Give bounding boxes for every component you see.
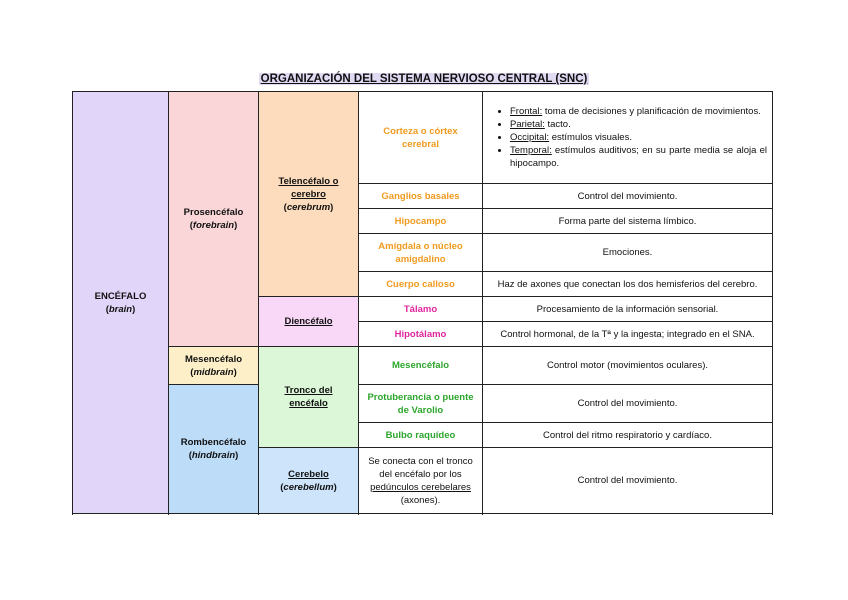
lobes-list xyxy=(488,105,767,170)
mesencefalo-div-name: Mesencéfalo xyxy=(184,353,243,365)
diencefalo-cell xyxy=(259,297,359,347)
encefalo-cell: ENCÉFALO (brain) xyxy=(73,92,169,514)
hipocampo-name: Hipocampo xyxy=(359,209,483,234)
encefalo-name: ENCÉFALO xyxy=(94,290,147,302)
lobe-parietal-name: Parietal: xyxy=(510,119,545,130)
lobe-occipital xyxy=(510,131,767,144)
cerebelo-latin: cerebellum xyxy=(283,481,334,493)
telencefalo-cell: Telencéfalo o cerebro (cerebrum) xyxy=(259,92,359,297)
corteza-name: Corteza o córtex cerebral xyxy=(383,125,458,150)
lobe-temporal-name: Temporal: xyxy=(510,145,552,156)
bulbo-name: Bulbo raquídeo xyxy=(359,423,483,448)
cuerpo-calloso-function: Haz de axones que conectan los dos hemisferios del cerebro. xyxy=(483,272,773,297)
cerebelo-desc-link: pedúnculos cerebelares xyxy=(370,481,471,493)
encefalo-latin: brain xyxy=(108,303,133,315)
hipotalamo-function: Control hormonal, de la Tª y la ingesta; integrado en el SNA. xyxy=(483,322,773,347)
tronco-name: Tronco del encéfalo xyxy=(284,385,333,409)
cerebelo-desc-after: (axones). xyxy=(400,494,441,506)
cerebelo-cell: Cerebelo (cerebellum) xyxy=(259,448,359,514)
mesencefalo-div-latin: midbrain xyxy=(193,366,234,378)
telencefalo-latin: cerebrum xyxy=(286,201,331,213)
prosencefalo-name: Prosencéfalo xyxy=(183,207,244,218)
cerebelo-name: Cerebelo xyxy=(288,468,329,480)
amigdala-name: Amígdala o núcleo amigdalino xyxy=(359,234,483,272)
tronco-cell xyxy=(259,347,359,448)
page-title-text: ORGANIZACIÓN DEL SISTEMA NERVIOSO CENTRAL (SNC) xyxy=(260,73,588,85)
rombencefalo-name: Rombencéfalo xyxy=(180,437,247,448)
snc-table xyxy=(72,91,773,514)
mesencefalo-name: Mesencéfalo xyxy=(359,347,483,385)
rombencefalo-cell: Rombencéfalo (hindbrain) xyxy=(169,385,259,514)
lobe-temporal-text: estímulos auditivos; en su parte media se aloja el hipocampo. xyxy=(510,145,767,169)
bulbo-function: Control del ritmo respiratorio y cardíaco. xyxy=(483,423,773,448)
telencefalo-name: Telencéfalo o cerebro xyxy=(278,175,339,200)
cerebelo-description xyxy=(359,448,483,514)
hipocampo-function: Forma parte del sistema límbico. xyxy=(483,209,773,234)
lobe-frontal-name: Frontal: xyxy=(510,106,543,117)
ganglios-name: Ganglios basales xyxy=(359,184,483,209)
protuberancia-name: Protuberancia o puente de Varolio xyxy=(359,385,483,423)
rombencefalo-latin: hindbrain xyxy=(191,450,236,461)
prosencefalo-cell: Prosencéfalo (forebrain) xyxy=(169,92,259,347)
mesencefalo-function: Control motor (movimientos oculares). xyxy=(483,347,773,385)
mesencefalo-div-cell: Mesencéfalo (midbrain) xyxy=(169,347,259,385)
cuerpo-calloso-name: Cuerpo calloso xyxy=(359,272,483,297)
corteza-cell xyxy=(359,92,483,184)
talamo-name: Tálamo xyxy=(359,297,483,322)
lobe-parietal-text: tacto. xyxy=(544,119,571,130)
lobe-parietal xyxy=(510,118,767,131)
cerebelo-function: Control del movimiento. xyxy=(483,448,773,514)
ganglios-function: Control del movimiento. xyxy=(483,184,773,209)
prosencefalo-latin: forebrain xyxy=(192,220,235,231)
lobe-temporal xyxy=(510,144,767,170)
corteza-functions xyxy=(483,92,773,184)
protuberancia-function: Control del movimiento. xyxy=(483,385,773,423)
page-title xyxy=(0,73,848,85)
diencefalo-name: Diencéfalo xyxy=(284,316,333,327)
lobe-frontal-text: toma de decisiones y planificación de movimientos. xyxy=(542,106,761,117)
hipotalamo-name: Hipotálamo xyxy=(359,322,483,347)
talamo-function: Procesamiento de la información sensorial. xyxy=(483,297,773,322)
cerebelo-desc-before: Se conecta con el tronco del encéfalo por los xyxy=(368,455,473,480)
lobe-frontal xyxy=(510,105,767,118)
amigdala-function: Emociones. xyxy=(483,234,773,272)
lobe-occipital-text: estímulos visuales. xyxy=(549,132,632,143)
lobe-occipital-name: Occipital: xyxy=(510,132,550,143)
